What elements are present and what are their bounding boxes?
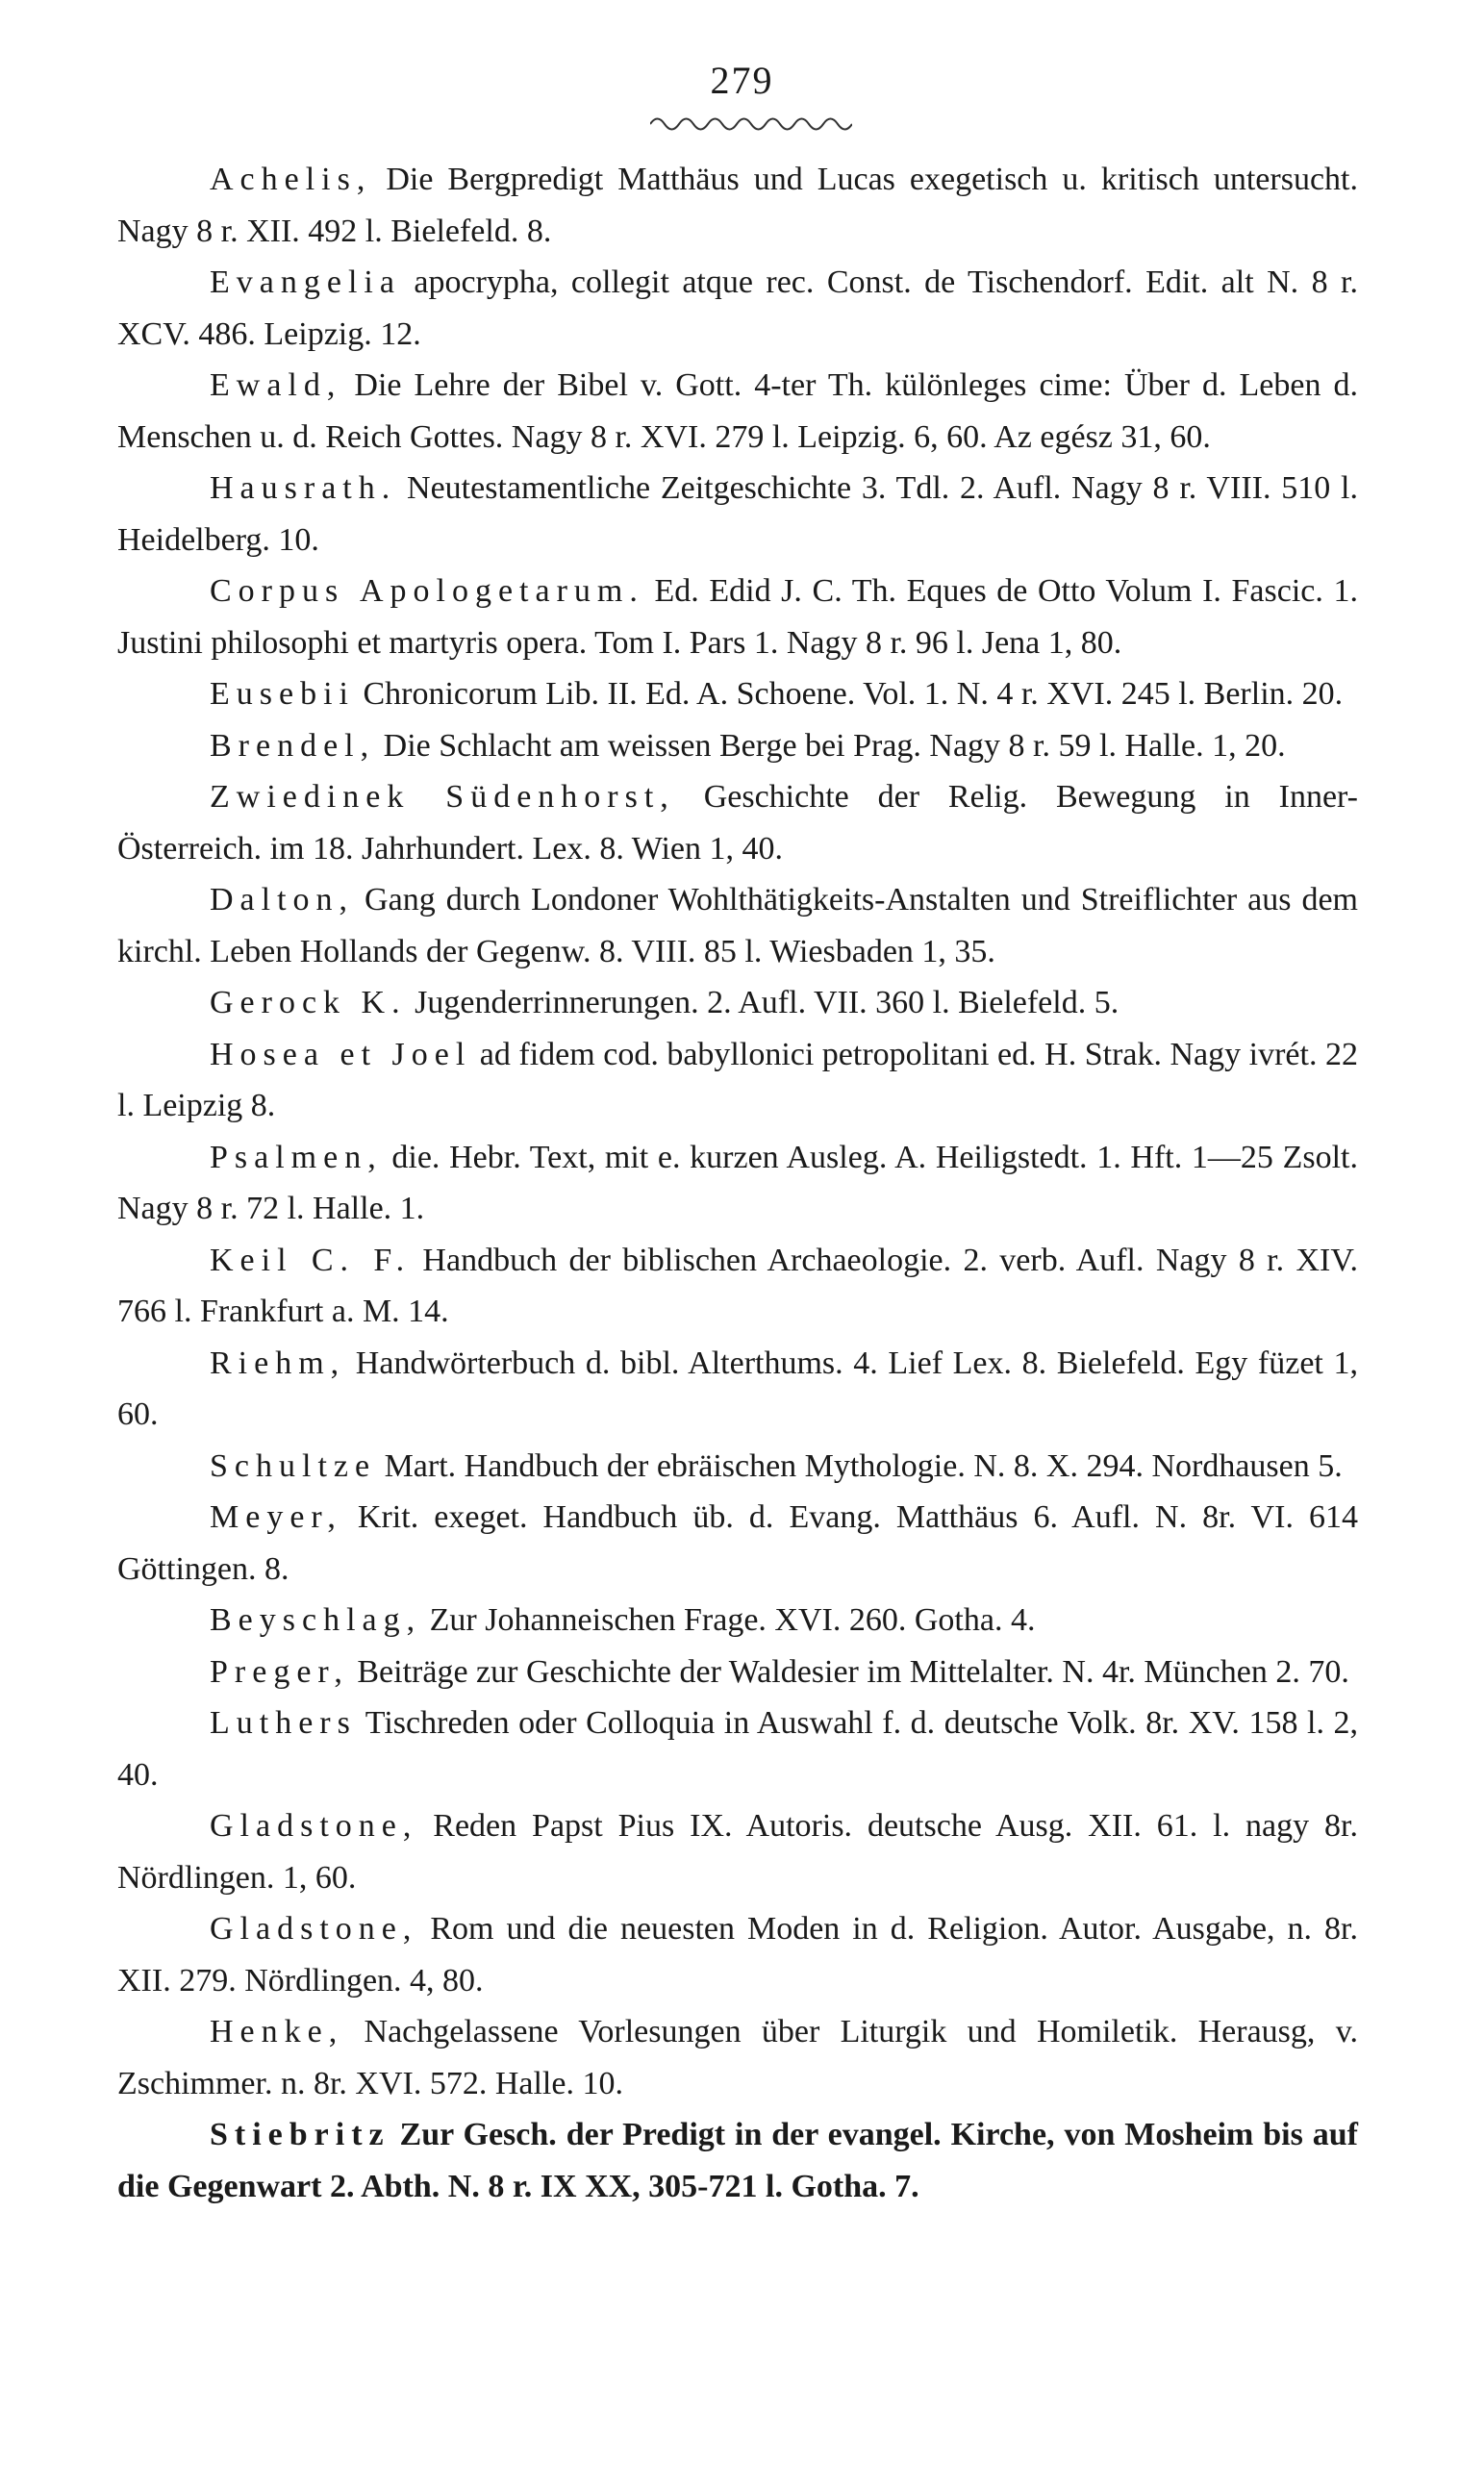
entry-text: ad fidem cod. babyllonici petropolitani ed. H. Strak. Nagy ivrét. 22 l. Leipzig 8.	[117, 1036, 1358, 1123]
entry-text: Die Schlacht am weissen Berge bei Prag. Nagy 8 r. 59 l. Halle. 1, 20.	[375, 727, 1286, 764]
entry-author: Gerock K.	[210, 985, 407, 1020]
entry-text: Reden Papst Pius IX. Autoris. deutsche Ausg. XII. 61. l. nagy 8r. Nördlingen. 1, 60.	[117, 1808, 1358, 1896]
bibliography-entry	[117, 566, 1358, 668]
entry-author: Preger,	[210, 1653, 349, 1690]
bibliography-list	[117, 154, 1358, 2212]
entry-author: Eusebii	[210, 676, 355, 712]
entry-text: Handwörterbuch d. bibl. Alterthums. 4. Lief Lex. 8. Bielefeld. Egy füzet 1, 60.	[117, 1345, 1358, 1432]
bibliography-entry	[117, 2006, 1358, 2109]
bibliography-entry	[117, 1235, 1358, 1338]
bibliography-entry	[117, 720, 1358, 772]
entry-author: Gladstone,	[210, 1808, 418, 1844]
wavy-ornament	[650, 113, 852, 135]
bibliography-entry	[117, 874, 1358, 977]
entry-text: Beiträge zur Geschichte der Waldesier im Mittelalter. N. 4r. München 2. 70.	[348, 1653, 1349, 1690]
entry-text: Jugenderrinnerungen. 2. Aufl. VII. 360 l. Bielefeld. 5.	[406, 985, 1119, 1020]
bibliography-entry	[117, 463, 1358, 566]
entry-author: Luthers	[210, 1705, 357, 1741]
entry-text: Ed. Edid J. C. Th. Eques de Otto Volum I. Fascic. 1. Justini philosophi et martyris opera. Tom I. Pars 1. Nagy 8 r. 96 l. Jena 1, 80.	[117, 573, 1358, 661]
entry-author: Evangelia	[210, 264, 401, 300]
entry-author: Corpus Apologetarum.	[210, 573, 644, 609]
entry-text: Die Lehre der Bibel v. Gott. 4-ter Th. különleges cime: Über d. Leben d. Menschen u. d. Reich Gottes. Nagy 8 r. XVI. 279 l. Leipzig. 6, 60. Az egész 31, 60.	[117, 367, 1358, 455]
entry-author: Psalmen,	[210, 1139, 383, 1175]
entry-text: Gang durch Londoner Wohlthätigkeits-Anstalten und Streiflichter aus dem kirchl. Leben Hollands der Gegenw. 8. VIII. 85 l. Wiesbaden 1, 35.	[117, 882, 1358, 969]
bibliography-entry	[117, 1029, 1358, 1132]
bibliography-entry	[117, 257, 1358, 360]
entry-author: Brendel,	[210, 727, 376, 764]
bibliography-entry	[117, 360, 1358, 463]
entry-text: Handbuch der biblischen Archaeologie. 2. verb. Aufl. Nagy 8 r. XIV. 766 l. Frankfurt a. M. 14.	[117, 1242, 1359, 1329]
bibliography-entry	[117, 1903, 1358, 2006]
entry-text: Die Bergpredigt Matthäus und Lucas exegetisch u. kritisch untersucht. Nagy 8 r. XII. 492 l. Bielefeld. 8.	[117, 162, 1358, 249]
entry-text: Zur Gesch. der Predigt in der evangel. Kirche, von Mosheim bis auf die Gegenwart 2. Abth. N. 8 r. IX XX, 305-721 l. Gotha. 7.	[117, 2117, 1358, 2204]
entry-author: Schultze	[210, 1447, 377, 1484]
entry-author: Achelis,	[210, 162, 372, 197]
entry-author: Beyschlag,	[210, 1602, 422, 1638]
page-number: 279	[710, 59, 774, 102]
entry-text: Neutestamentliche Zeitgeschichte 3. Tdl. 2. Aufl. Nagy 8 r. VIII. 510 l. Heidelberg. 10.	[117, 470, 1358, 558]
bibliography-entry	[117, 1595, 1358, 1647]
bibliography-entry	[117, 1800, 1358, 1903]
bibliography-entry	[117, 154, 1358, 257]
entry-author: Stiebritz	[210, 2117, 390, 2152]
entry-text: Zur Johanneischen Frage. XVI. 260. Gotha. 4.	[421, 1602, 1036, 1638]
bibliography-entry	[117, 771, 1358, 874]
entry-text: Mart. Handbuch der ebräischen Mythologie. N. 8. X. 294. Nordhausen 5.	[376, 1447, 1343, 1484]
bibliography-entry	[117, 1132, 1358, 1235]
entry-text: Rom und die neuesten Moden in d. Religion. Autor. Ausgabe, n. 8r. XII. 279. Nördlingen. 4, 80.	[117, 1911, 1358, 1999]
entry-text: die. Hebr. Text, mit e. kurzen Ausleg. A. Heiligstedt. 1. Hft. 1—25 Zsolt. Nagy 8 r. 72 l. Halle. 1.	[117, 1139, 1358, 1226]
bibliography-entry	[117, 1492, 1358, 1595]
entry-text: Tischreden oder Colloquia in Auswahl f. d. deutsche Volk. 8r. XV. 158 l. 2, 40.	[117, 1705, 1358, 1793]
entry-author: Dalton,	[210, 882, 355, 918]
entry-author: Meyer,	[210, 1499, 342, 1535]
entry-text: Nachgelassene Vorlesungen über Liturgik und Homiletik. Herausg, v. Zschimmer. n. 8r. XVI. 572. Halle. 10.	[117, 2014, 1358, 2101]
bibliography-entry	[117, 1338, 1358, 1441]
entry-author: Keil C. F.	[210, 1242, 412, 1278]
bibliography-entry	[117, 977, 1358, 1029]
entry-author: Ewald,	[210, 367, 342, 403]
bibliography-entry	[117, 1647, 1358, 1698]
entry-author: Henke,	[210, 2014, 344, 2049]
entry-author: Hosea et Joel	[210, 1036, 472, 1072]
entry-text: Chronicorum Lib. II. Ed. A. Schoene. Vol. 1. N. 4 r. XVI. 245 l. Berlin. 20.	[354, 676, 1344, 712]
entry-text: Geschichte der Relig. Bewegung in Inner-Österreich. im 18. Jahrhundert. Lex. 8. Wien 1, 40.	[117, 779, 1358, 867]
entry-author: Zwiedinek Südenhorst,	[210, 779, 675, 815]
bibliography-entry	[117, 1697, 1358, 1800]
bibliography-entry	[117, 668, 1358, 720]
entry-author: Riehm,	[210, 1345, 346, 1381]
bibliography-entry	[117, 1441, 1358, 1493]
entry-author: Gladstone,	[210, 1911, 418, 1947]
entry-text: Krit. exeget. Handbuch üb. d. Evang. Matthäus 6. Aufl. N. 8r. VI. 614 Göttingen. 8.	[117, 1499, 1358, 1587]
bibliography-entry	[117, 2109, 1358, 2212]
entry-text: apocrypha, collegit atque rec. Const. de Tischendorf. Edit. alt N. 8 r. XCV. 486. Leipzig. 12.	[117, 264, 1358, 352]
entry-author: Hausrath.	[210, 470, 397, 506]
